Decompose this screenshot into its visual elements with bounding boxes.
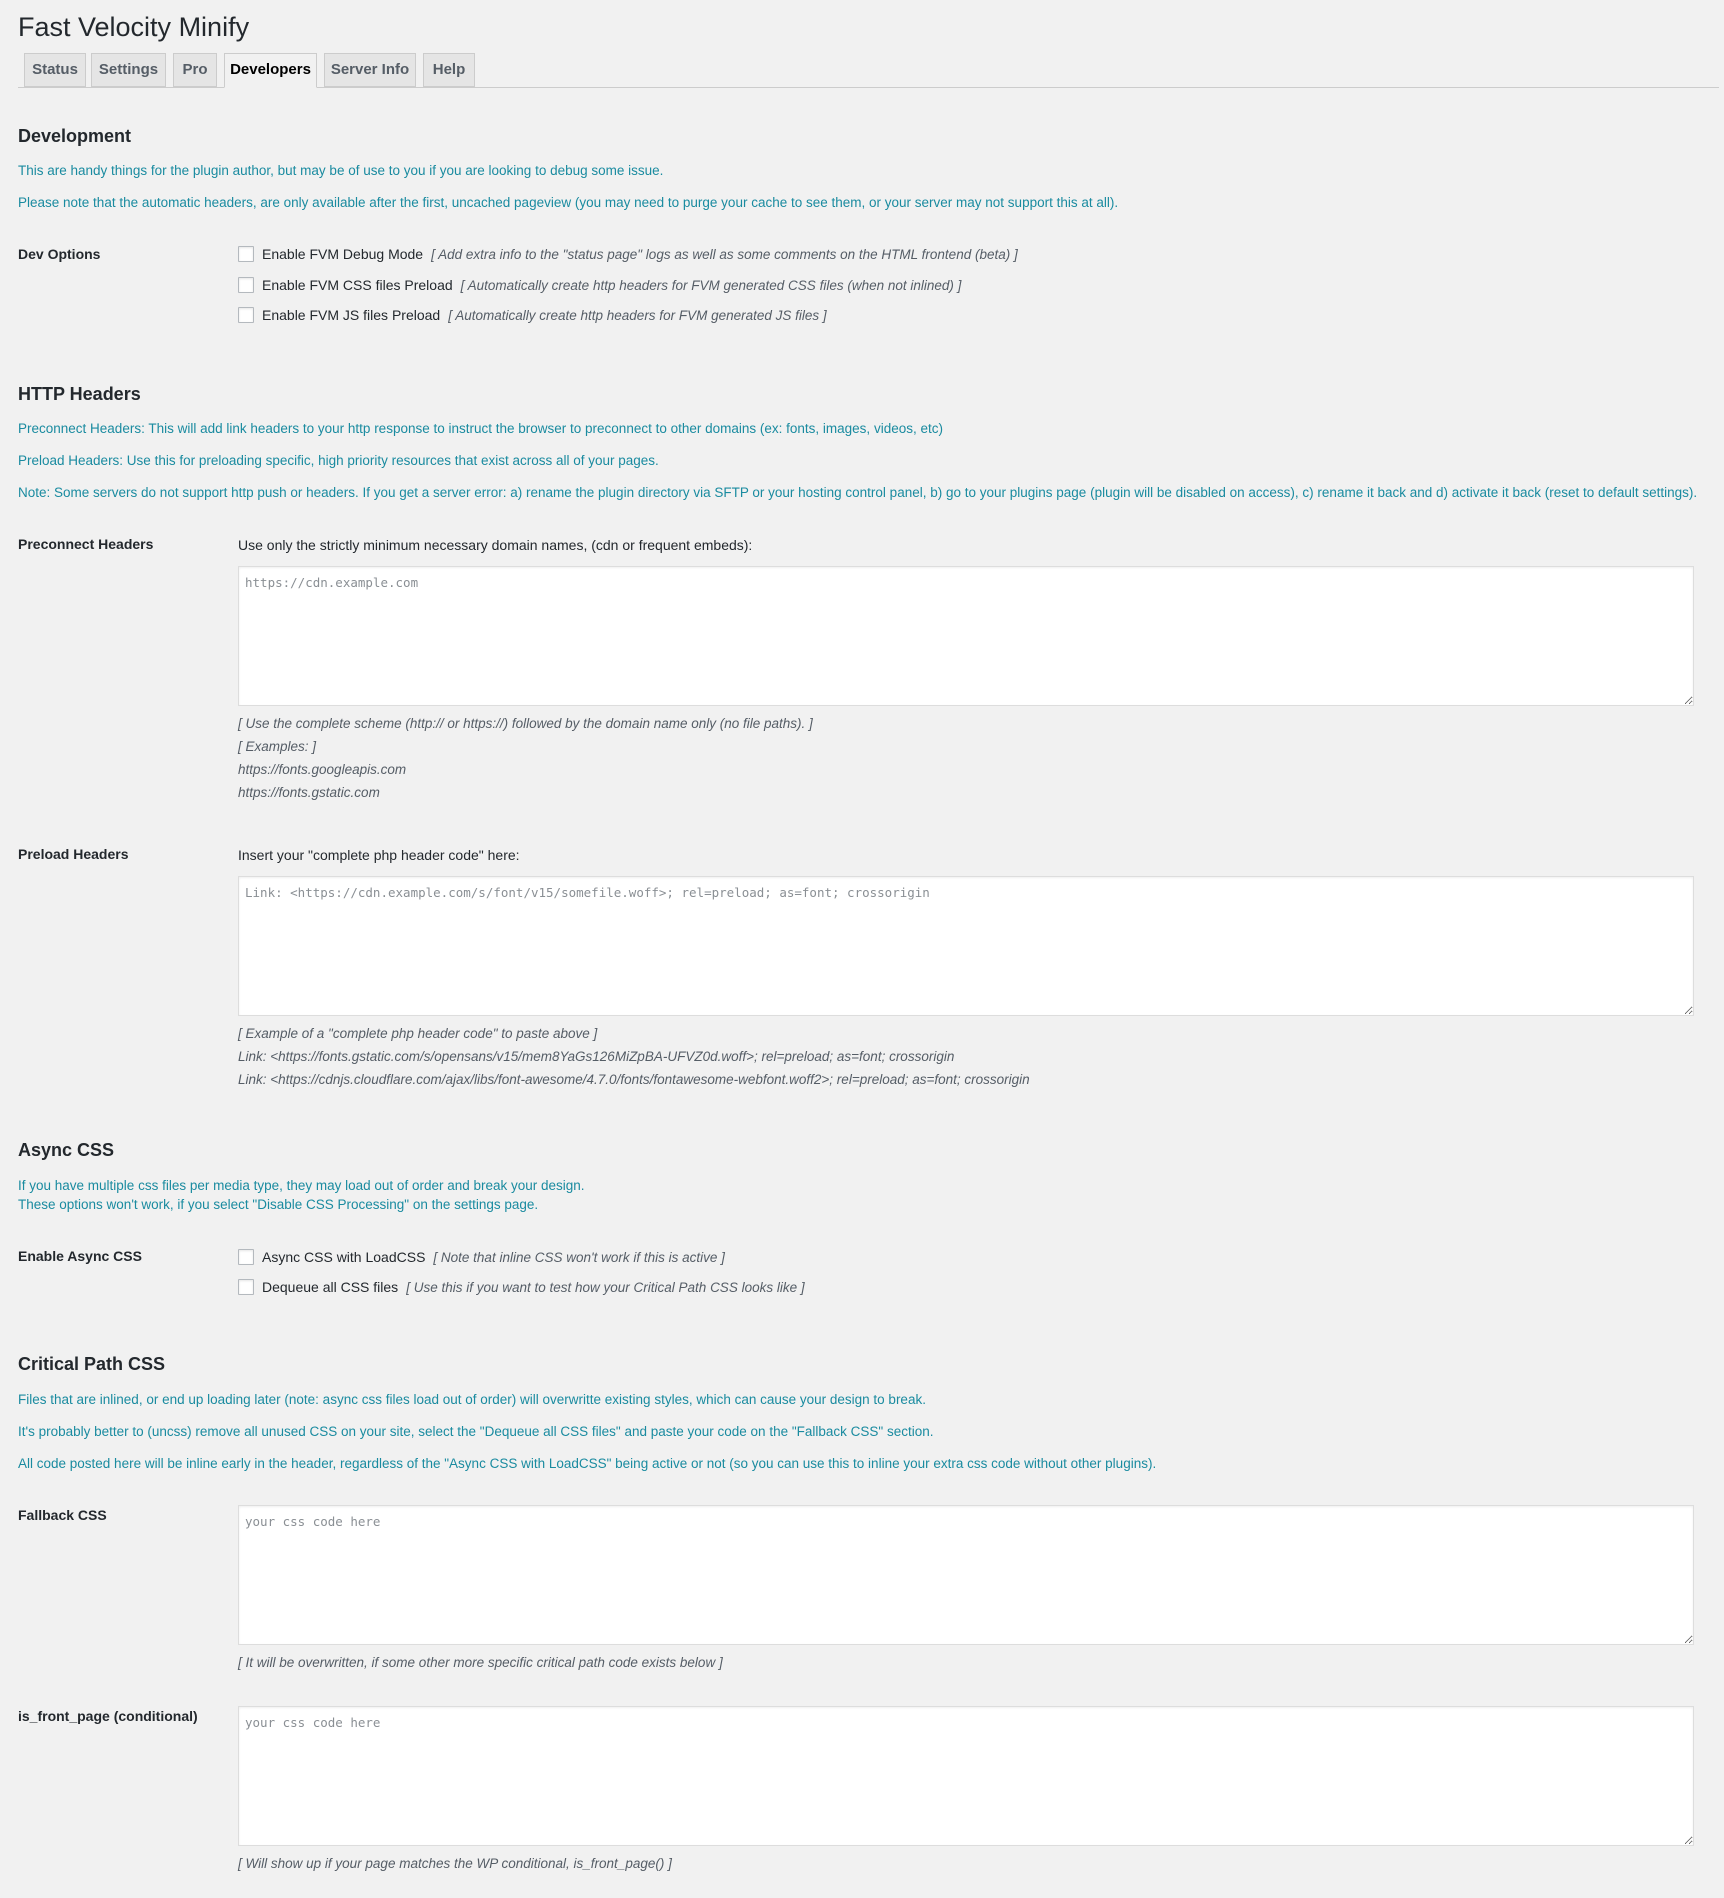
- tab-pro[interactable]: Pro: [173, 53, 217, 87]
- js-preload-option: [238, 306, 827, 324]
- css-preload-label[interactable]: Enable FVM CSS files Preload: [262, 277, 453, 293]
- tab-settings[interactable]: Settings: [91, 53, 166, 87]
- async-css-desc-2: These options won't work, if you select "Disable CSS Processing" on the settings page.: [18, 1197, 539, 1212]
- dequeue-css-checkbox[interactable]: [238, 1279, 254, 1295]
- css-preload-checkbox[interactable]: [238, 277, 254, 293]
- dequeue-css-note: [ Use this if you want to test how your Critical Path CSS looks like ]: [406, 1279, 805, 1295]
- critical-css-desc-2: It's probably better to (uncss) remove all unused CSS on your site, select the "Dequeue all CSS files" and paste your code on the "Fallback CSS" section.: [18, 1424, 934, 1439]
- preconnect-hint-4: https://fonts.gstatic.com: [238, 785, 380, 800]
- dequeue-css-option: [238, 1278, 805, 1296]
- development-heading: Development: [18, 126, 132, 146]
- preload-hint-1: [ Example of a "complete php header code" to paste above ]: [238, 1026, 598, 1041]
- preconnect-intro: Use only the strictly minimum necessary domain names, (cdn or frequent embeds):: [238, 537, 753, 553]
- debug-mode-note: [ Add extra info to the "status page" logs as well as some comments on the HTML frontend (beta) ]: [431, 246, 1018, 262]
- tab-developers[interactable]: Developers: [224, 53, 317, 88]
- front-page-css-label: is_front_page (conditional): [18, 1708, 198, 1724]
- preload-hint-2: Link: <https://fonts.gstatic.com/s/opensans/v15/mem8YaGs126MiZpBA-UFVZ0d.woff>; rel=preload; as=font; crossorigin: [238, 1049, 955, 1064]
- preload-headers-textarea[interactable]: [238, 876, 1694, 1016]
- preconnect-headers-label: Preconnect Headers: [18, 536, 154, 552]
- development-desc-1: This are handy things for the plugin author, but may be of use to you if you are looking to debug some issue.: [18, 163, 664, 178]
- tab-help[interactable]: Help: [423, 53, 475, 87]
- critical-css-desc-1: Files that are inlined, or end up loading later (note: async css files load out of order) will overwritte existing styles, which can cause your design to break.: [18, 1392, 926, 1407]
- js-preload-label[interactable]: Enable FVM JS files Preload: [262, 307, 441, 323]
- preload-headers-label: Preload Headers: [18, 846, 129, 862]
- async-css-desc-1: If you have multiple css files per media type, they may load out of order and break your design.: [18, 1178, 585, 1193]
- fallback-css-textarea[interactable]: [238, 1505, 1694, 1645]
- critical-css-heading: Critical Path CSS: [18, 1354, 166, 1374]
- dequeue-css-label[interactable]: Dequeue all CSS files: [262, 1279, 399, 1295]
- http-headers-desc-2: Preload Headers: Use this for preloading specific, high priority resources that exist across all of your pages.: [18, 453, 659, 468]
- js-preload-checkbox[interactable]: [238, 307, 254, 323]
- css-preload-note: [ Automatically create http headers for FVM generated CSS files (when not inlined) ]: [460, 277, 962, 293]
- preconnect-hint-3: https://fonts.googleapis.com: [238, 762, 407, 777]
- preconnect-headers-textarea[interactable]: [238, 566, 1694, 706]
- preload-intro: Insert your "complete php header code" here:: [238, 847, 520, 863]
- critical-css-desc-3: All code posted here will be inline early in the header, regardless of the "Async CSS with LoadCSS" being active or not (so you can use this to inline your extra css code without other plugins).: [18, 1456, 1157, 1471]
- http-headers-desc-1: Preconnect Headers: This will add link headers to your http response to instruct the browser to preconnect to other domains (ex: fonts, images, videos, etc): [18, 421, 943, 436]
- front-page-css-textarea[interactable]: [238, 1706, 1694, 1846]
- fallback-css-hint: [ It will be overwritten, if some other more specific critical path code exists below ]: [238, 1655, 723, 1670]
- preconnect-hint-2: [ Examples: ]: [238, 739, 317, 754]
- async-loadcss-note: [ Note that inline CSS won't work if this is active ]: [433, 1249, 725, 1265]
- dev-options-label: Dev Options: [18, 246, 101, 262]
- debug-mode-label[interactable]: Enable FVM Debug Mode: [262, 246, 424, 262]
- async-loadcss-option: [238, 1248, 725, 1266]
- front-page-css-hint: [ Will show up if your page matches the WP conditional, is_front_page() ]: [238, 1856, 672, 1871]
- enable-async-css-label: Enable Async CSS: [18, 1248, 142, 1264]
- tab-server-info[interactable]: Server Info: [324, 53, 416, 87]
- js-preload-note: [ Automatically create http headers for FVM generated JS files ]: [448, 307, 827, 323]
- async-loadcss-label[interactable]: Async CSS with LoadCSS: [262, 1249, 426, 1265]
- async-loadcss-checkbox[interactable]: [238, 1249, 254, 1265]
- preconnect-hint-1: [ Use the complete scheme (http:// or https://) followed by the domain name only (no file paths). ]: [238, 716, 813, 731]
- debug-mode-checkbox[interactable]: [238, 246, 254, 262]
- css-preload-option: [238, 276, 961, 294]
- preload-hint-3: Link: <https://cdnjs.cloudflare.com/ajax/libs/font-awesome/4.7.0/fonts/fontawesome-webfont.woff2>; rel=preload; as=font; crossorigin: [238, 1072, 1030, 1087]
- async-css-heading: Async CSS: [18, 1140, 115, 1160]
- page-title: Fast Velocity Minify: [18, 12, 250, 42]
- http-headers-desc-3: Note: Some servers do not support http push or headers. If you get a server error: a) rename the plugin directory via SFTP or your hosting control panel, b) go to your plugins page (plugin will be disabled on access), c) rename it back and d) activate it back (reset to default settings).: [18, 485, 1698, 500]
- http-headers-heading: HTTP Headers: [18, 384, 141, 404]
- fallback-css-label: Fallback CSS: [18, 1507, 107, 1523]
- tab-status[interactable]: Status: [24, 53, 86, 87]
- debug-mode-option: [238, 245, 1018, 263]
- development-desc-2: Please note that the automatic headers, are only available after the first, uncached pageview (you may need to purge your cache to see them, or your server may not support this at all).: [18, 195, 1119, 210]
